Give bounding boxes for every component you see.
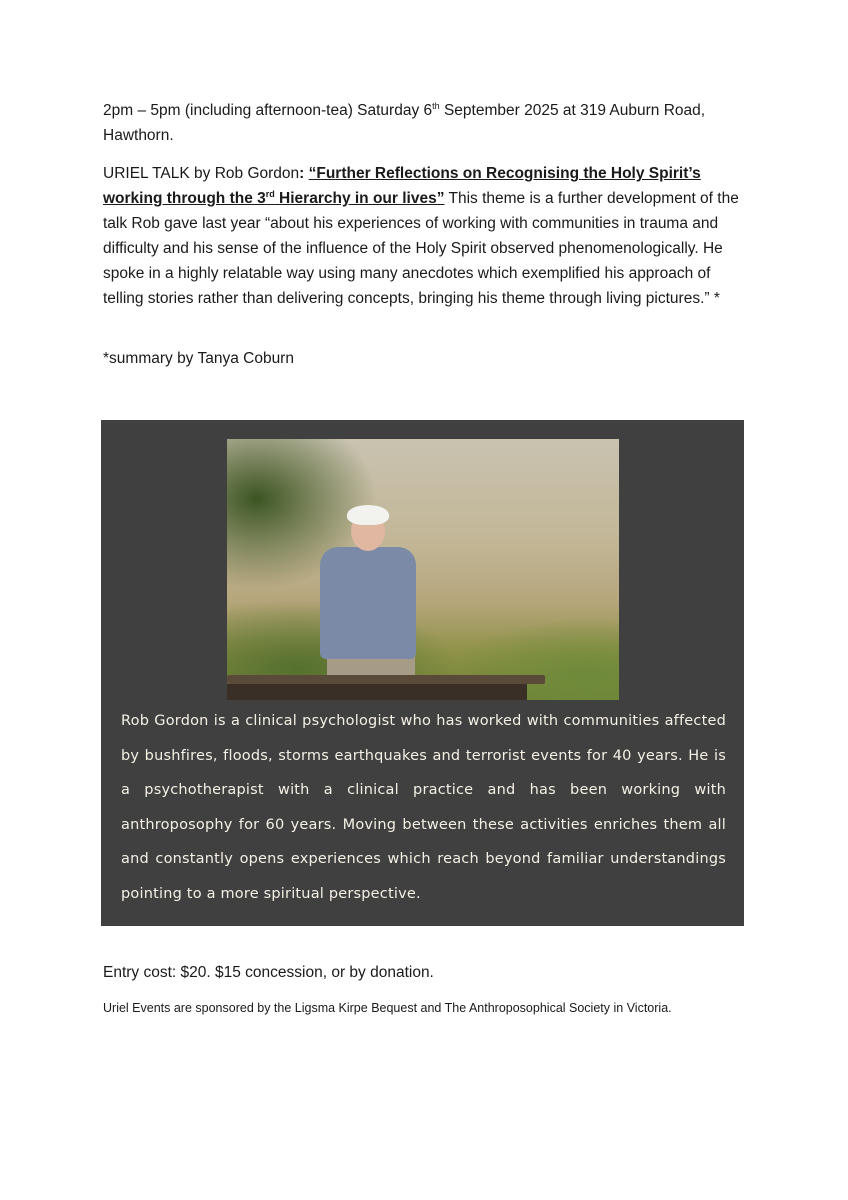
talk-body: This theme is a further development of the talk Rob gave last year “about his experiences of working with communities in trauma and difficulty and his sense of the influence of the Holy Spirit observed phenomenologically. He spoke in a highly relatable way using many anecdotes which exemplified his approach of telling stories rather than delivering concepts, bringing his theme through living pictures.” * xyxy=(103,190,739,307)
talk-title: “Further Reflections on Recognising the Holy Spirit’s working through the 3rd Hierarchy in our lives” xyxy=(103,165,701,207)
summary-credit: *summary by Tanya Coburn xyxy=(103,350,294,367)
entry-cost: Entry cost: $20. $15 concession, or by donation. xyxy=(103,964,434,981)
sponsor-note: Uriel Events are sponsored by the Ligsma Kirpe Bequest and The Anthroposophical Society in Victoria. xyxy=(103,1001,672,1015)
speaker-panel xyxy=(101,420,744,926)
bench xyxy=(227,675,545,684)
event-time-location: 2pm – 5pm (including afternoon-tea) Saturday 6th September 2025 at 319 Auburn Road, Hawthorn. xyxy=(103,100,706,144)
speaker-photo xyxy=(227,439,619,700)
speaker-bio: Rob Gordon is a clinical psychologist who has worked with communities affected by bushfires, floods, storms earthquakes and terrorist events for 40 years. He is a psychotherapist with a clinical practice and has been working with anthroposophy for 60 years. Moving between these activities enriches them all and constantly opens experiences which reach beyond familiar understandings pointing to a more spiritual perspective. xyxy=(121,713,726,902)
talk-label: URIEL TALK by Rob Gordon xyxy=(103,165,300,182)
talk-description: URIEL TALK by Rob Gordon: “Further Reflections on Recognising the Holy Spirit’s working through the 3rd Hierarchy in our lives” This theme is a further development of the talk Rob gave last year “about his experiences of working with communities in trauma and difficulty and his sense of the influence of the Holy Spirit observed phenomenologically. He spoke in a highly relatable way using many anecdotes which exemplified his approach of telling stories rather than delivering concepts, bringing his theme through living pictures.” * xyxy=(103,165,739,307)
